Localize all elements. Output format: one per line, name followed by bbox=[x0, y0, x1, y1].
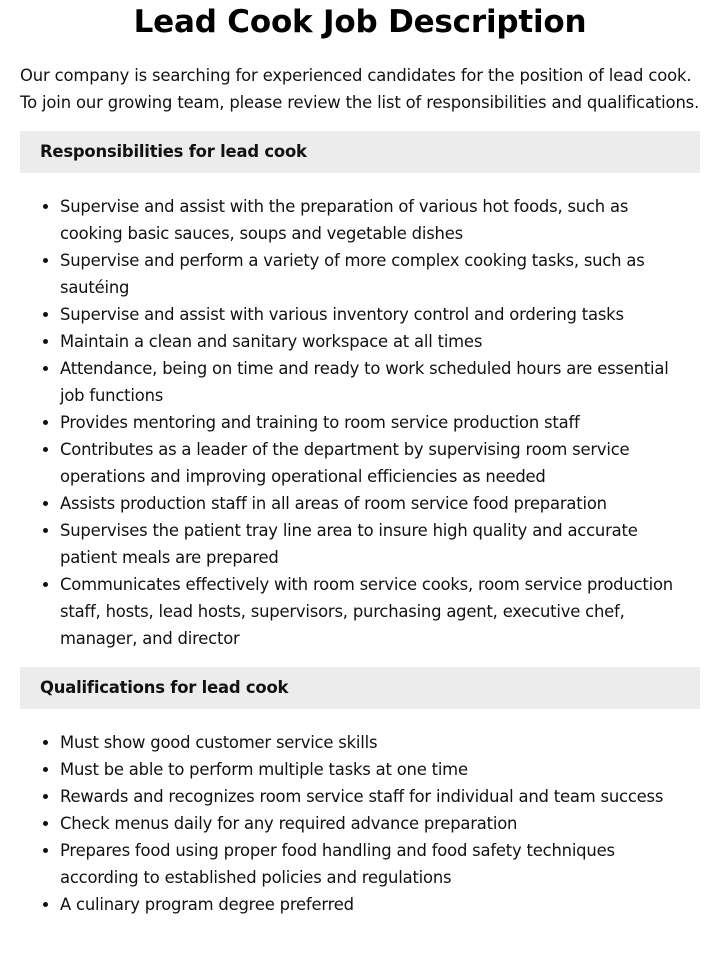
list-item: • Maintain a clean and sanitary workspace at all times bbox=[60, 328, 700, 355]
list-item: • Check menus daily for any required advance preparation bbox=[60, 810, 700, 837]
qualifications-heading: Qualifications for lead cook bbox=[20, 667, 700, 709]
list-item: • Must show good customer service skills bbox=[60, 729, 700, 756]
list-item: • Must be able to perform multiple tasks at one time bbox=[60, 756, 700, 783]
list-item: • Supervises the patient tray line area to insure high quality and accurate patient meals are prepared bbox=[60, 517, 700, 571]
list-item: • Prepares food using proper food handling and food safety techniques according to established policies and regulations bbox=[60, 837, 700, 891]
qualifications-list bbox=[20, 729, 700, 918]
list-item: • Assists production staff in all areas of room service food preparation bbox=[60, 490, 700, 517]
list-item: • Supervise and assist with the preparation of various hot foods, such as cooking basic sauces, soups and vegetable dishes bbox=[60, 193, 700, 247]
list-item: • Supervise and assist with various inventory control and ordering tasks bbox=[60, 301, 700, 328]
responsibilities-list bbox=[20, 193, 700, 652]
list-item: • Contributes as a leader of the department by supervising room service operations and improving operational efficiencies as needed bbox=[60, 436, 700, 490]
list-item: • Rewards and recognizes room service staff for individual and team success bbox=[60, 783, 700, 810]
responsibilities-heading: Responsibilities for lead cook bbox=[20, 131, 700, 173]
page-title: Lead Cook Job Description bbox=[133, 4, 587, 40]
list-item: • Communicates effectively with room service cooks, room service production staff, hosts, lead hosts, supervisors, purchasing agent, executive chef, manager, and director bbox=[60, 571, 700, 652]
list-item: • Provides mentoring and training to room service production staff bbox=[60, 409, 700, 436]
list-item: • Attendance, being on time and ready to work scheduled hours are essential job functions bbox=[60, 355, 700, 409]
list-item: • Supervise and perform a variety of more complex cooking tasks, such as sautéing bbox=[60, 247, 700, 301]
list-item: • A culinary program degree preferred bbox=[60, 891, 700, 918]
intro-paragraph: Our company is searching for experienced candidates for the position of lead cook. To join our growing team, please review the list of responsibilities and qualifications. bbox=[20, 66, 700, 112]
